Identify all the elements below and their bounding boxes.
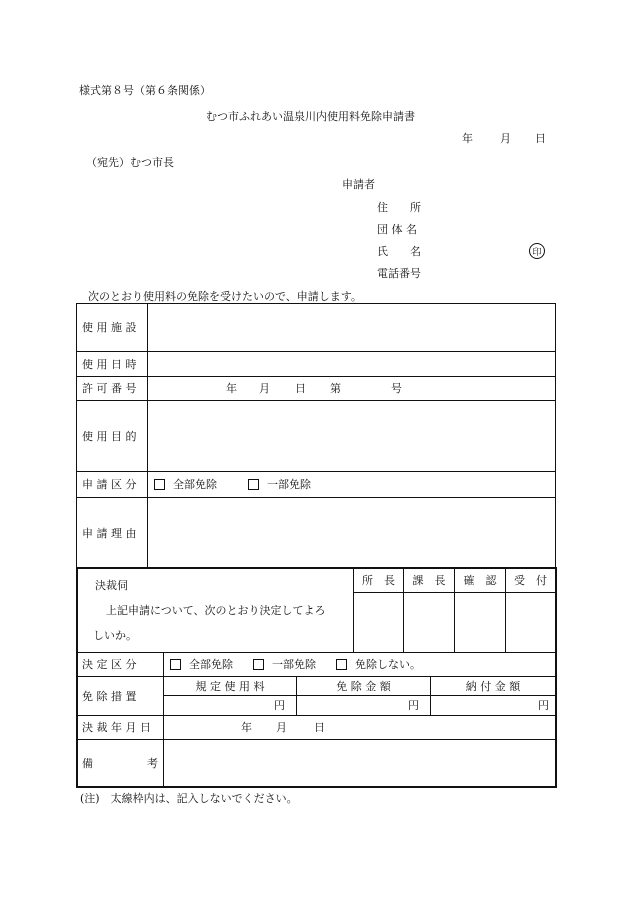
exempt-header: 免 除 金 額	[336, 679, 391, 693]
remarks-label-1: 備	[82, 756, 93, 770]
decision-none-option[interactable]: 免除しない。	[336, 653, 421, 676]
permit-label: 許 可 番 号	[82, 382, 137, 395]
name-label: 氏 名	[377, 245, 421, 258]
permit-dai: 第	[330, 382, 341, 395]
stamp-confirm-label: 確 認	[463, 574, 497, 587]
exempt-amount-field[interactable]: 円	[408, 699, 419, 712]
datetime-field[interactable]	[148, 352, 555, 376]
intro-text: 次のとおり使用料の免除を受けたいので、申請します。	[88, 290, 362, 303]
reason-field[interactable]	[148, 498, 555, 568]
remarks-field[interactable]	[164, 740, 555, 786]
stamp-receipt-box[interactable]	[506, 593, 555, 652]
permit-year: 年	[226, 382, 237, 395]
address-label: 住 所	[377, 201, 421, 214]
stamp-director-label: 所 長	[362, 574, 395, 587]
remarks-label-2: 考	[147, 756, 158, 770]
permit-month: 月	[259, 382, 270, 395]
decision-partial-option[interactable]: 一部免除	[253, 653, 316, 676]
measure-label: 免 除 措 置	[82, 689, 137, 703]
applicant-label: 申請者	[342, 178, 375, 191]
permit-field[interactable]	[148, 377, 555, 400]
phone-label: 電話番号	[377, 267, 421, 280]
checkbox-icon	[336, 659, 347, 670]
stamp-receipt-label: 受 付	[514, 574, 547, 587]
facility-label: 使 用 施 設	[82, 321, 137, 334]
pay-amount-field[interactable]: 円	[538, 699, 549, 712]
kessai-date-year: 年	[241, 721, 252, 734]
datetime-label: 使 用 日 時	[82, 357, 137, 371]
category-partial-option[interactable]: 一部免除	[248, 472, 311, 497]
kessai-date-day: 日	[314, 721, 325, 734]
category-full-option[interactable]: 全部免除	[154, 472, 217, 497]
date-year: 年	[462, 132, 473, 145]
kessai-date-label: 決 裁 年 月 日	[82, 721, 151, 734]
addressee: （宛先）むつ市長	[86, 156, 174, 169]
permit-day: 日	[295, 382, 306, 395]
fee-header: 規 定 使 用 料	[195, 679, 265, 693]
pay-header: 納 付 金 額	[465, 679, 521, 693]
facility-field[interactable]	[148, 304, 555, 351]
purpose-field[interactable]	[148, 401, 555, 471]
footnote: (注) 太線枠内は、記入しないでください。	[80, 792, 298, 805]
form-number: 様式第８号（第６条関係）	[79, 84, 211, 97]
kessai-body-line1: 上記申請について、次のとおり決定してよろ	[106, 604, 326, 617]
reason-label: 申 請 理 由	[82, 526, 137, 540]
purpose-label: 使 用 目 的	[82, 429, 137, 443]
checkbox-icon	[253, 659, 264, 670]
seal-icon: 印	[529, 243, 545, 259]
kessai-date-month: 月	[276, 721, 287, 734]
date-month: 月	[500, 132, 511, 145]
kessai-label: 決裁伺	[95, 579, 128, 592]
decision-full-option[interactable]: 全部免除	[170, 653, 233, 676]
date-day: 日	[535, 132, 546, 145]
checkbox-icon	[170, 659, 181, 670]
checkbox-icon	[154, 479, 165, 490]
stamp-section-chief-box[interactable]	[404, 593, 454, 652]
stamp-section-chief-label: 課 長	[412, 574, 446, 587]
fee-amount-field[interactable]: 円	[274, 699, 285, 712]
category-label: 申 請 区 分	[82, 478, 137, 491]
page-title: むつ市ふれあい温泉川内使用料免除申請書	[206, 110, 415, 123]
checkbox-icon	[248, 479, 259, 490]
stamp-director-box[interactable]	[354, 593, 403, 652]
kessai-body-line2: しいか。	[93, 629, 137, 642]
decision-label: 決 定 区 分	[82, 658, 137, 671]
group-name-label: 団 体 名	[377, 223, 417, 236]
permit-go: 号	[391, 382, 402, 395]
stamp-confirm-box[interactable]	[455, 593, 505, 652]
